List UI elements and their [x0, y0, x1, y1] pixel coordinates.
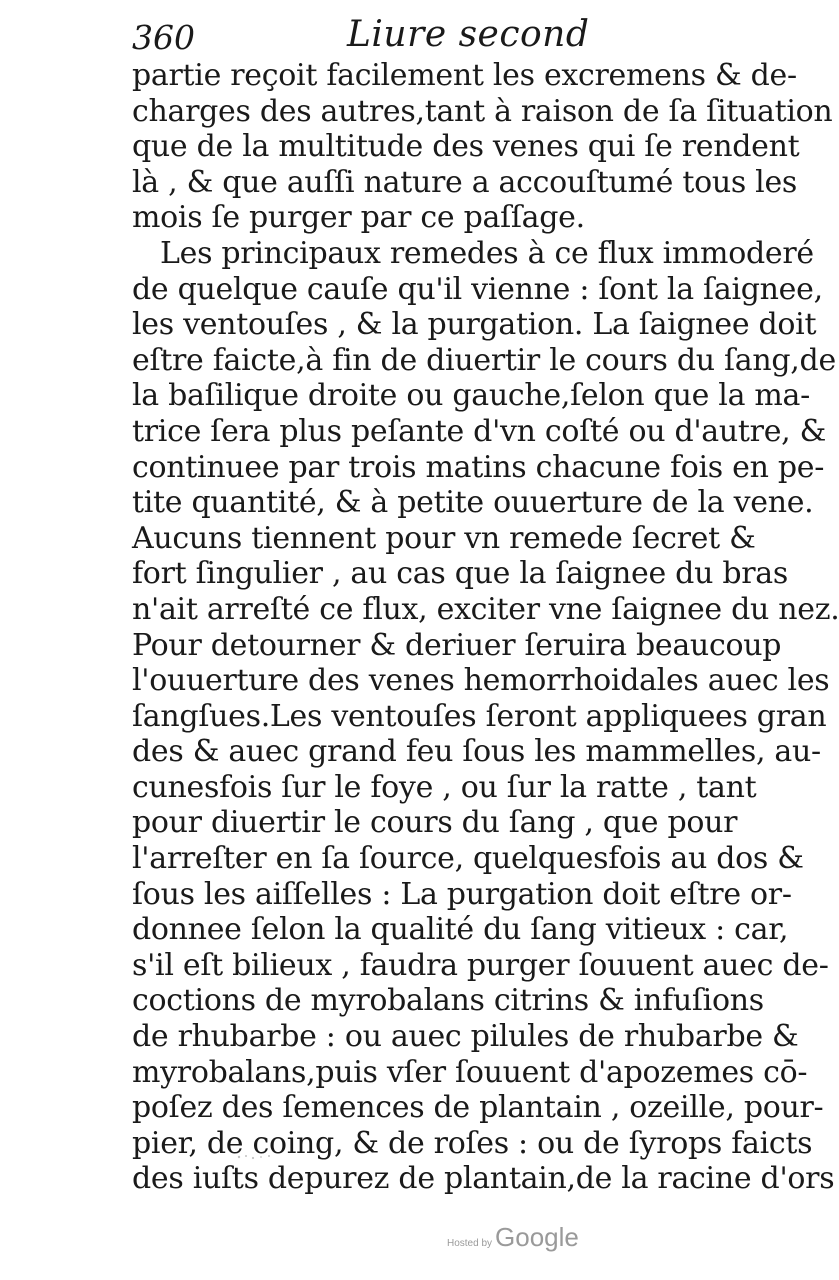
- text-line: ſous les aiſſelles : La purgation doit eſtre or-: [132, 876, 792, 912]
- text-line: l'ouuerture des venes hemorrhoidales auec les: [132, 663, 830, 699]
- text-line: donnee ſelon la qualité du ſang vitieux : car,: [132, 912, 789, 948]
- text-line: Pour detourner & deriuer ſeruira beaucoup: [132, 627, 782, 663]
- text-line: des & auec grand feu ſous les mammelles, au-: [132, 734, 821, 770]
- text-line: de quelque cauſe qu'il vienne : ſont la ſaignee,: [132, 271, 823, 307]
- text-line: les ventouſes , & la purgation. La ſaignee doit: [132, 307, 817, 343]
- text-line: que de la multitude des venes qui ſe rendent: [132, 129, 800, 165]
- text-line: coctions de myrobalans citrins & infuſions: [132, 983, 764, 1019]
- text-line: de rhubarbe : ou auec pilules de rhubarbe &: [132, 1019, 799, 1055]
- text-line: tite quantité, & à petite ouuerture de la vene.: [132, 485, 814, 521]
- watermark-hosted-by: Hosted by: [447, 1238, 493, 1249]
- text-line: mois ſe purger par ce paſſage.: [132, 200, 585, 236]
- ink-smudge: [236, 1152, 274, 1162]
- paragraph-start-line: Les principaux remedes à ce flux immoderé: [160, 235, 814, 271]
- text-line: pour diuertir le cours du ſang , que pour: [132, 805, 738, 841]
- text-line: charges des autres,tant à raison de ſa ſituation: [132, 93, 833, 129]
- text-line: des iuſts depurez de plantain,de la racine d'ors: [132, 1161, 835, 1197]
- text-line: cunesfois ſur le foye , ou ſur la ratte , tant: [132, 769, 757, 805]
- text-line: fort ſingulier , au cas que la ſaignee du bras: [132, 556, 788, 592]
- text-line: ſangſues.Les ventouſes ſeront appliquees gran: [132, 698, 827, 734]
- text-line: là , & que auſſi nature a accouſtumé tous les: [132, 164, 798, 200]
- text-line: poſez des ſemences de plantain , ozeille, pour-: [132, 1090, 824, 1126]
- text-line: s'il eſt bilieux , faudra purger ſouuent auec de-: [132, 947, 829, 983]
- text-line: continuee par trois matins chacune fois en pe-: [132, 449, 825, 485]
- page-header: [132, 14, 692, 60]
- google-logo: Google: [495, 1222, 579, 1252]
- page-number: 360: [132, 18, 195, 57]
- text-line: partie reçoit facilement les excremens & de-: [132, 58, 797, 93]
- text-line: trice ſera plus peſante d'vn coſté ou d'autre, &: [132, 413, 827, 449]
- text-line: la baſilique droite ou gauche,ſelon que la ma-: [132, 378, 810, 414]
- text-line: n'ait arreſté ce flux, exciter vne ſaignee du nez.: [132, 591, 839, 627]
- running-title: Liure second: [347, 14, 590, 55]
- text-line: l'arreſter en ſa ſource, quelquesfois au dos &: [132, 841, 804, 877]
- body-text: [132, 58, 839, 1197]
- text-line: myrobalans,puis vſer ſouuent d'apozemes cō-: [132, 1054, 808, 1090]
- text-line: eſtre faicte,à fin de diuertir le cours du ſang,de: [132, 342, 836, 378]
- text-line: pier, de coing, & de roſes : ou de ſyrops faicts: [132, 1125, 813, 1161]
- text-line: Aucuns tiennent pour vn remede ſecret &: [132, 520, 756, 556]
- google-watermark: [447, 1222, 579, 1253]
